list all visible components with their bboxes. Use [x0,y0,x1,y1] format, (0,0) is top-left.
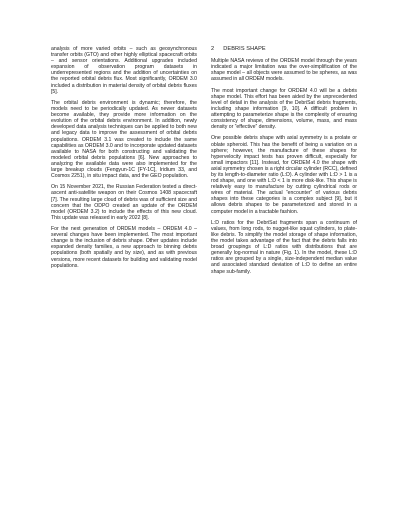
right-paragraph-1: Multiple NASA reviews of the ORDEM model through the years indicated a major limitation was the over-simplification of the shape model – all objects were assumed to be spheres, as was assumed in all ORDEM models. [211,58,357,83]
right-paragraph-2: The most important change for ORDEM 4.0 will be a debris shape model. This effort has been aided by the unprecedented level of detail in the analysis of the DebriSat debris fragments, including shape information [9, 10]. A difficult problem in attempting to parameterize shape is the complexity of ensuring consistency of shape, dimensions, volume, mass, and mass density or “effective” density. [211,87,357,131]
left-paragraph-4: For the next generation of ORDEM models – ORDEM 4.0 – several changes have been implemented. The most important change is the inclusion of debris shape. Other updates include expanded density families, a new approach to binning debris populations (both spatially and by size), and as with previous versions, more recent datasets for building and validating model populations. [51,226,197,269]
left-paragraph-2: The orbital debris environment is dynamic; therefore, the models need to be periodically updated. As newer datasets become available, they provide more information on the evolution of the orbital debris environment. In addition, newly developed data analysis techniques can be applied to both new and legacy data to improve the assessment of orbital debris populations. ORDEM 3.1 was created to include the same capabilities as ORDEM 3.0 and to incorporate updated datasets available to NASA for both constructing and validating the modeled orbital debris populations [6]. New approaches to analyzing the available data were also implemented for the large breakup clouds (Fengyun-1C [FY-1C], Iridium 33, and Cosmos 2251), in situ impact data, and the GEO population. [51,99,197,180]
left-paragraph-3: On 15 November 2021, the Russian Federation tested a direct-ascent anti-satellite weapon on their Cosmos 1408 spacecraft [7]. The resulting large cloud of debris was of sufficient size and concern that the ODPO created an update of the ORDEM model (ORDEM 3.2) to include the effects of this new cloud. This update was released in early 2022 [8]. [51,184,197,221]
section-number: 2 [211,46,215,52]
left-column [51,46,197,274]
right-column [211,46,357,280]
right-paragraph-3: One possible debris shape with axial symmetry is a prolate or oblate spheroid. This has the benefit of being a variation on a sphere; however, the manufacture of these shapes for hypervelocity impact tests has proven difficult, especially for small impactors [11]. Instead, for ORDEM 4.0 the shape with axial symmetry chosen is a right circular cylinder (RCC), defined by its length-to-diameter ratio (L:D). A cylinder with L:D > 1 is a rod shape, and one with L:D < 1 is more disk-like. This shape is relatively easy to manufacture by cutting cylindrical rods or wires of material. The actual “encounter” of various debris shapes into these categories is a complex subject [9], but it allows debris shapes to be parameterized and stored in a computer model in a tractable fashion. [211,135,357,215]
left-paragraph-1: analysis of more varied orbits – such as geosynchronous transfer orbits (GTO) and other highly elliptical spacecraft orbits – and sensor orientations. Additional upgrades included expansion of observation program datasets in underrepresented regions and the addition of uncertainties on the reported orbital debris flux. Most significantly, ORDEM 3.0 included a distribution in material density of orbital debris fluxes [5]. [51,46,197,95]
right-paragraph-4: L:D ratios for the DebriSat fragments span a continuum of values, from long rods, to nugget-like squat cylinders, to plate-like debris. To simplify the model storage of shape information, the model takes advantage of the fact that the debris falls into broad groupings of L:D ratios with distributions that are generally log-normal in nature (Fig. 1). In the model, these L:D ratios are grouped by a single, size-independent median value and associated standard deviation of L:D to define an entire shape sub-family. [211,219,357,275]
section-heading [211,46,357,52]
section-title: DEBRIS SHAPE [223,46,266,52]
